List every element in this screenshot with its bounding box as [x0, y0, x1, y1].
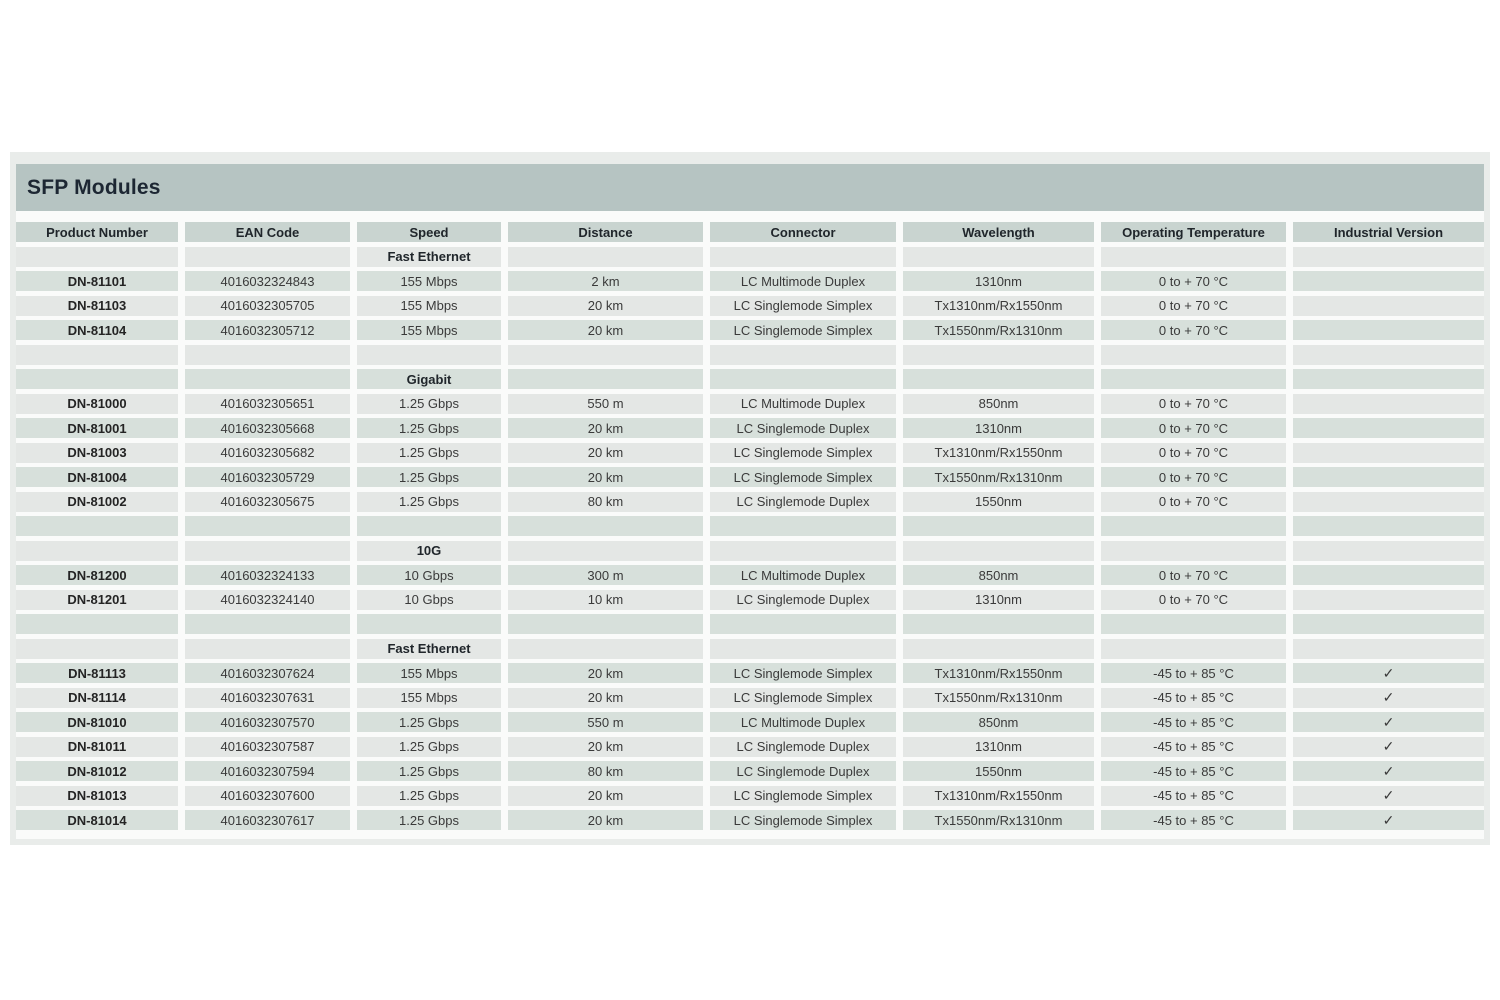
cell-speed: 10 Gbps: [357, 565, 501, 585]
column-header-connector: Connector: [710, 222, 896, 242]
industrial-check-icon: ✓: [1293, 786, 1484, 806]
cell-product: DN-81000: [16, 394, 178, 414]
table-row-DN-81113: [16, 663, 1484, 683]
cell-ean: 4016032307624: [185, 663, 350, 683]
cell-temperature: [1101, 639, 1286, 659]
cell-ean: [185, 247, 350, 267]
cell-speed: [357, 614, 501, 634]
cell-connector: LC Singlemode Simplex: [710, 296, 896, 316]
cell-speed: 1.25 Gbps: [357, 467, 501, 487]
section-label: Gigabit: [357, 369, 501, 389]
table-container: [16, 164, 1484, 839]
column-header-speed: Speed: [357, 222, 501, 242]
blank-row: [16, 516, 1484, 536]
cell-product: DN-81001: [16, 418, 178, 438]
cell-distance: 20 km: [508, 786, 703, 806]
cell-speed: 1.25 Gbps: [357, 786, 501, 806]
cell-industrial: [1293, 394, 1484, 414]
cell-wavelength: [903, 345, 1094, 365]
cell-ean: [185, 345, 350, 365]
table-row-DN-81014: [16, 810, 1484, 830]
cell-connector: LC Singlemode Simplex: [710, 688, 896, 708]
cell-industrial: [1293, 320, 1484, 340]
table-row-DN-81002: [16, 492, 1484, 512]
cell-industrial: [1293, 271, 1484, 291]
cell-temperature: 0 to + 70 °C: [1101, 296, 1286, 316]
industrial-check-icon: ✓: [1293, 712, 1484, 732]
cell-temperature: 0 to + 70 °C: [1101, 565, 1286, 585]
cell-speed: 1.25 Gbps: [357, 737, 501, 757]
cell-industrial: [1293, 443, 1484, 463]
cell-industrial: [1293, 492, 1484, 512]
cell-distance: 20 km: [508, 443, 703, 463]
cell-wavelength: 1310nm: [903, 271, 1094, 291]
table-row-DN-81201: [16, 590, 1484, 610]
cell-product: [16, 345, 178, 365]
section-row: [16, 247, 1484, 267]
cell-distance: [508, 247, 703, 267]
cell-ean: 4016032305705: [185, 296, 350, 316]
cell-industrial: [1293, 516, 1484, 536]
cell-wavelength: 850nm: [903, 394, 1094, 414]
cell-product: [16, 614, 178, 634]
cell-temperature: 0 to + 70 °C: [1101, 443, 1286, 463]
cell-connector: LC Multimode Duplex: [710, 712, 896, 732]
cell-product: DN-81113: [16, 663, 178, 683]
cell-product: DN-81010: [16, 712, 178, 732]
cell-temperature: [1101, 345, 1286, 365]
cell-connector: LC Singlemode Simplex: [710, 786, 896, 806]
cell-ean: 4016032307617: [185, 810, 350, 830]
cell-industrial: [1293, 247, 1484, 267]
table-row-DN-81001: [16, 418, 1484, 438]
cell-distance: [508, 541, 703, 561]
cell-temperature: -45 to + 85 °C: [1101, 810, 1286, 830]
cell-ean: 4016032324140: [185, 590, 350, 610]
table-row-DN-81004: [16, 467, 1484, 487]
cell-connector: LC Multimode Duplex: [710, 565, 896, 585]
cell-wavelength: [903, 369, 1094, 389]
cell-speed: 1.25 Gbps: [357, 418, 501, 438]
table-row-DN-81010: [16, 712, 1484, 732]
cell-speed: 1.25 Gbps: [357, 443, 501, 463]
cell-industrial: [1293, 369, 1484, 389]
cell-product: DN-81004: [16, 467, 178, 487]
industrial-check-icon: ✓: [1293, 663, 1484, 683]
cell-speed: [357, 345, 501, 365]
cell-wavelength: [903, 247, 1094, 267]
cell-industrial: [1293, 541, 1484, 561]
sfp-modules-panel: [10, 152, 1490, 845]
cell-temperature: [1101, 247, 1286, 267]
cell-ean: [185, 639, 350, 659]
cell-speed: 10 Gbps: [357, 590, 501, 610]
cell-ean: 4016032305651: [185, 394, 350, 414]
cell-industrial: [1293, 565, 1484, 585]
cell-product: [16, 516, 178, 536]
cell-industrial: [1293, 639, 1484, 659]
cell-ean: [185, 614, 350, 634]
table-row-DN-81013: [16, 786, 1484, 806]
cell-industrial: [1293, 467, 1484, 487]
table-row-DN-81012: [16, 761, 1484, 781]
cell-product: [16, 247, 178, 267]
cell-temperature: -45 to + 85 °C: [1101, 786, 1286, 806]
cell-wavelength: [903, 516, 1094, 536]
cell-wavelength: 1550nm: [903, 492, 1094, 512]
page-title: SFP Modules: [27, 175, 161, 199]
cell-distance: 20 km: [508, 663, 703, 683]
cell-wavelength: Tx1310nm/Rx1550nm: [903, 443, 1094, 463]
cell-temperature: [1101, 516, 1286, 536]
cell-connector: [710, 639, 896, 659]
blank-row: [16, 614, 1484, 634]
table-row-DN-81114: [16, 688, 1484, 708]
cell-wavelength: Tx1550nm/Rx1310nm: [903, 467, 1094, 487]
cell-speed: 1.25 Gbps: [357, 492, 501, 512]
blank-row: [16, 345, 1484, 365]
section-label: Fast Ethernet: [357, 639, 501, 659]
sfp-modules-table: [16, 222, 1484, 830]
column-header-distance: Distance: [508, 222, 703, 242]
cell-connector: LC Singlemode Simplex: [710, 663, 896, 683]
cell-connector: [710, 516, 896, 536]
industrial-check-icon: ✓: [1293, 688, 1484, 708]
cell-distance: 550 m: [508, 394, 703, 414]
cell-temperature: -45 to + 85 °C: [1101, 737, 1286, 757]
cell-speed: [357, 516, 501, 536]
cell-product: DN-81012: [16, 761, 178, 781]
cell-wavelength: 1310nm: [903, 418, 1094, 438]
cell-speed: 1.25 Gbps: [357, 761, 501, 781]
cell-wavelength: Tx1310nm/Rx1550nm: [903, 663, 1094, 683]
cell-speed: 155 Mbps: [357, 663, 501, 683]
column-header-wavelength: Wavelength: [903, 222, 1094, 242]
cell-industrial: [1293, 296, 1484, 316]
table-row-DN-81101: [16, 271, 1484, 291]
table-row-DN-81000: [16, 394, 1484, 414]
cell-distance: [508, 614, 703, 634]
cell-distance: 10 km: [508, 590, 703, 610]
cell-ean: 4016032305668: [185, 418, 350, 438]
cell-distance: 80 km: [508, 761, 703, 781]
cell-connector: LC Singlemode Duplex: [710, 492, 896, 512]
cell-product: [16, 369, 178, 389]
cell-distance: 2 km: [508, 271, 703, 291]
cell-temperature: [1101, 541, 1286, 561]
cell-connector: LC Multimode Duplex: [710, 271, 896, 291]
cell-wavelength: 1310nm: [903, 737, 1094, 757]
cell-wavelength: Tx1550nm/Rx1310nm: [903, 320, 1094, 340]
cell-connector: [710, 541, 896, 561]
cell-ean: 4016032307570: [185, 712, 350, 732]
cell-temperature: 0 to + 70 °C: [1101, 394, 1286, 414]
table-header-row: [16, 222, 1484, 242]
cell-speed: 155 Mbps: [357, 296, 501, 316]
cell-ean: 4016032324843: [185, 271, 350, 291]
table-title-bar: [16, 164, 1484, 211]
cell-ean: 4016032324133: [185, 565, 350, 585]
cell-product: DN-81014: [16, 810, 178, 830]
cell-connector: [710, 247, 896, 267]
column-header-temperature: Operating Temperature: [1101, 222, 1286, 242]
cell-connector: [710, 369, 896, 389]
cell-ean: [185, 369, 350, 389]
cell-ean: 4016032305712: [185, 320, 350, 340]
cell-ean: [185, 541, 350, 561]
industrial-check-icon: ✓: [1293, 810, 1484, 830]
cell-temperature: -45 to + 85 °C: [1101, 688, 1286, 708]
cell-product: DN-81200: [16, 565, 178, 585]
cell-product: [16, 541, 178, 561]
cell-wavelength: 1310nm: [903, 590, 1094, 610]
cell-connector: LC Singlemode Duplex: [710, 418, 896, 438]
cell-wavelength: Tx1550nm/Rx1310nm: [903, 810, 1094, 830]
cell-product: DN-81104: [16, 320, 178, 340]
cell-ean: 4016032307587: [185, 737, 350, 757]
cell-connector: LC Singlemode Duplex: [710, 761, 896, 781]
cell-ean: 4016032305729: [185, 467, 350, 487]
cell-product: DN-81011: [16, 737, 178, 757]
cell-product: DN-81114: [16, 688, 178, 708]
cell-ean: 4016032307600: [185, 786, 350, 806]
cell-temperature: 0 to + 70 °C: [1101, 590, 1286, 610]
cell-distance: [508, 345, 703, 365]
cell-temperature: 0 to + 70 °C: [1101, 467, 1286, 487]
column-header-industrial: Industrial Version: [1293, 222, 1484, 242]
table-row-DN-81003: [16, 443, 1484, 463]
cell-wavelength: Tx1550nm/Rx1310nm: [903, 688, 1094, 708]
cell-speed: 155 Mbps: [357, 271, 501, 291]
cell-connector: [710, 345, 896, 365]
industrial-check-icon: ✓: [1293, 761, 1484, 781]
cell-temperature: -45 to + 85 °C: [1101, 761, 1286, 781]
cell-product: DN-81013: [16, 786, 178, 806]
cell-distance: 20 km: [508, 737, 703, 757]
cell-temperature: 0 to + 70 °C: [1101, 418, 1286, 438]
cell-connector: LC Singlemode Duplex: [710, 590, 896, 610]
section-row: [16, 541, 1484, 561]
column-header-product: Product Number: [16, 222, 178, 242]
cell-industrial: [1293, 590, 1484, 610]
cell-product: DN-81003: [16, 443, 178, 463]
cell-connector: LC Singlemode Simplex: [710, 443, 896, 463]
cell-distance: 20 km: [508, 467, 703, 487]
cell-connector: LC Singlemode Simplex: [710, 810, 896, 830]
cell-wavelength: [903, 541, 1094, 561]
table-row-DN-81200: [16, 565, 1484, 585]
table-row-DN-81104: [16, 320, 1484, 340]
cell-industrial: [1293, 345, 1484, 365]
cell-distance: 20 km: [508, 688, 703, 708]
cell-temperature: -45 to + 85 °C: [1101, 663, 1286, 683]
cell-temperature: 0 to + 70 °C: [1101, 271, 1286, 291]
cell-connector: LC Singlemode Simplex: [710, 320, 896, 340]
cell-speed: 1.25 Gbps: [357, 394, 501, 414]
cell-wavelength: Tx1310nm/Rx1550nm: [903, 786, 1094, 806]
cell-industrial: [1293, 614, 1484, 634]
cell-connector: LC Singlemode Duplex: [710, 737, 896, 757]
cell-wavelength: 1550nm: [903, 761, 1094, 781]
cell-wavelength: [903, 614, 1094, 634]
cell-product: DN-81201: [16, 590, 178, 610]
cell-ean: 4016032305675: [185, 492, 350, 512]
cell-distance: [508, 639, 703, 659]
cell-wavelength: [903, 639, 1094, 659]
cell-connector: LC Singlemode Simplex: [710, 467, 896, 487]
cell-product: DN-81002: [16, 492, 178, 512]
cell-ean: [185, 516, 350, 536]
cell-distance: 20 km: [508, 320, 703, 340]
section-label: Fast Ethernet: [357, 247, 501, 267]
table-row-DN-81103: [16, 296, 1484, 316]
cell-speed: 1.25 Gbps: [357, 810, 501, 830]
cell-temperature: 0 to + 70 °C: [1101, 492, 1286, 512]
cell-ean: 4016032307594: [185, 761, 350, 781]
cell-ean: 4016032305682: [185, 443, 350, 463]
cell-distance: 80 km: [508, 492, 703, 512]
cell-wavelength: Tx1310nm/Rx1550nm: [903, 296, 1094, 316]
cell-distance: [508, 516, 703, 536]
cell-distance: 20 km: [508, 418, 703, 438]
cell-industrial: [1293, 418, 1484, 438]
cell-temperature: -45 to + 85 °C: [1101, 712, 1286, 732]
cell-wavelength: 850nm: [903, 712, 1094, 732]
industrial-check-icon: ✓: [1293, 737, 1484, 757]
cell-connector: LC Multimode Duplex: [710, 394, 896, 414]
cell-connector: [710, 614, 896, 634]
cell-product: DN-81103: [16, 296, 178, 316]
section-row: [16, 639, 1484, 659]
cell-product: DN-81101: [16, 271, 178, 291]
section-label: 10G: [357, 541, 501, 561]
cell-temperature: [1101, 369, 1286, 389]
section-row: [16, 369, 1484, 389]
cell-distance: 300 m: [508, 565, 703, 585]
cell-speed: 1.25 Gbps: [357, 712, 501, 732]
cell-speed: 155 Mbps: [357, 688, 501, 708]
cell-distance: 550 m: [508, 712, 703, 732]
cell-distance: 20 km: [508, 296, 703, 316]
cell-ean: 4016032307631: [185, 688, 350, 708]
column-header-ean: EAN Code: [185, 222, 350, 242]
cell-speed: 155 Mbps: [357, 320, 501, 340]
cell-product: [16, 639, 178, 659]
cell-distance: [508, 369, 703, 389]
cell-distance: 20 km: [508, 810, 703, 830]
cell-wavelength: 850nm: [903, 565, 1094, 585]
table-row-DN-81011: [16, 737, 1484, 757]
cell-temperature: [1101, 614, 1286, 634]
cell-temperature: 0 to + 70 °C: [1101, 320, 1286, 340]
